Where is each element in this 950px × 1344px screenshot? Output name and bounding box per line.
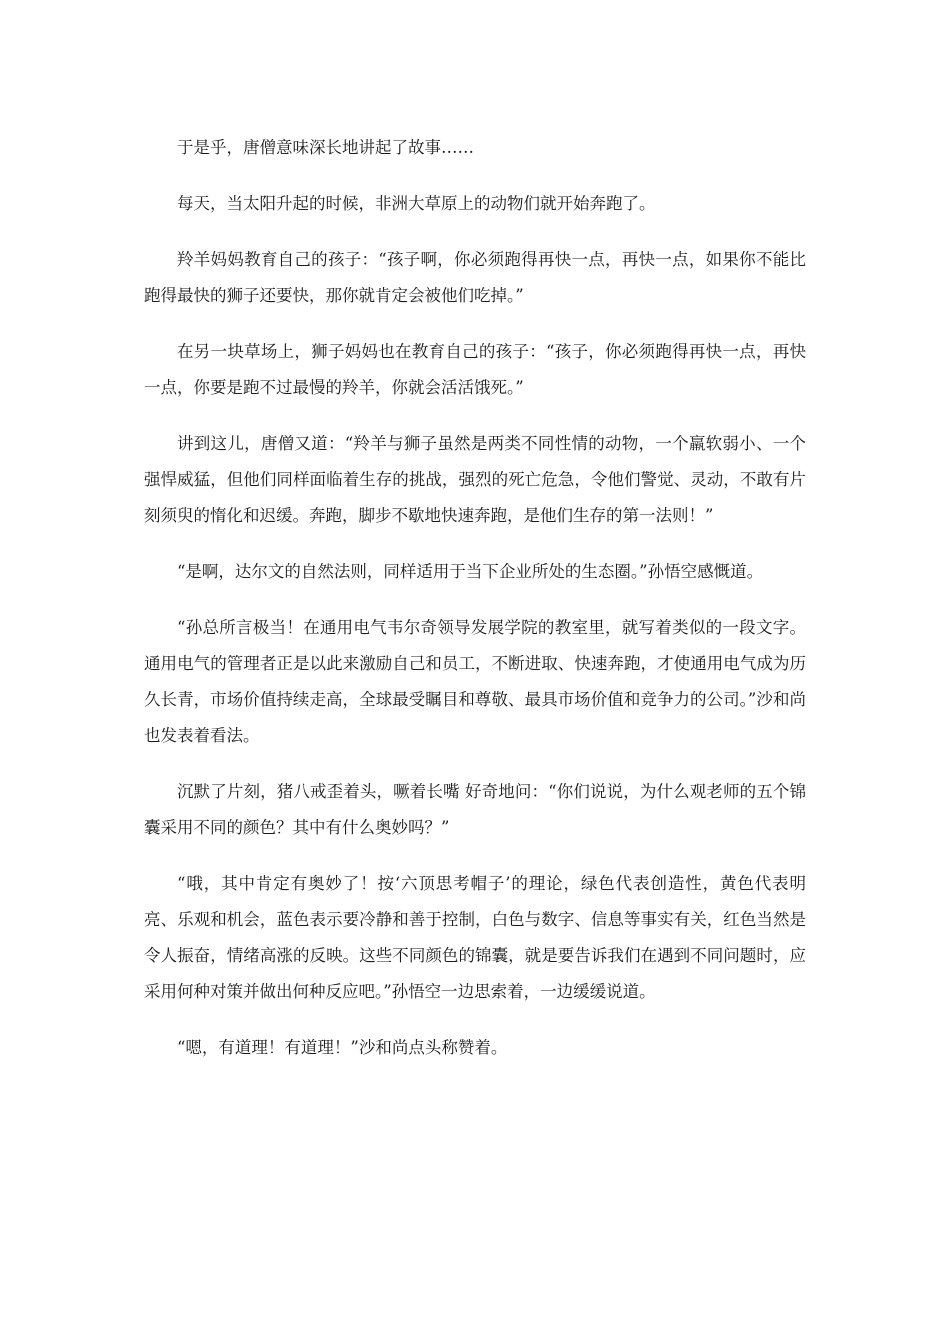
paragraph-6: “是啊，达尔文的自然法则，同样适用于当下企业所处的生态圈。”孙悟空感慨道。: [177, 562, 764, 581]
paragraph-9: “哦，其中肯定有奥妙了！按‘六顶思考帽子’的理论，绿色代表创造性，黄色代表明亮、乐观和机会，蓝色表示要冷静和善于控制，白色与数字、信息等事实有关，红色当然是令人振奋，情绪高涨的反映。这些不同颜色的锦囊，就是要告诉我们在遇到不同问题时，应采用何种对策并做出何种反应吧。”孙悟空一边思索着，一边缓缓说道。: [144, 874, 806, 1001]
paragraph-10: “嗯，有道理！有道理！”沙和尚点头称赞着。: [177, 1038, 508, 1057]
paragraph-2: 每天，当太阳升起的时候，非洲大草原上的动物们就开始奔跑了。: [177, 194, 656, 213]
paragraph-5: 讲到这儿，唐僧又道：“羚羊与狮子虽然是两类不同性情的动物，一个羸软弱小、一个强悍威猛，但他们同样面临着生存的挑战，强烈的死亡危急，令他们警觉、灵动，不敢有片刻须臾的惰化和迟缓。奔跑，脚步不歇地快速奔跑，是他们生存的第一法则！”: [144, 434, 806, 525]
document-page: [144, 130, 806, 1086]
paragraph-8: 沉默了片刻，猪八戒歪着头，噘着长嘴 好奇地问：“你们说说，为什么观老师的五个锦囊采用不同的颜色？其中有什么奥妙吗？”: [144, 782, 806, 837]
paragraph-3: 羚羊妈妈教育自己的孩子：“孩子啊，你必须跑得再快一点，再快一点，如果你不能比跑得最快的狮子还要快，那你就肯定会被他们吃掉。”: [144, 250, 806, 305]
paragraph-1: 于是乎，唐僧意味深长地讲起了故事……: [177, 138, 474, 157]
paragraph-7: “孙总所言极当！在通用电气韦尔奇领导发展学院的教室里，就写着类似的一段文字。通用电气的管理者正是以此来激励自己和员工，不断进取、快速奔跑，才使通用电气成为历久长青，市场价值持续走高，全球最受瞩目和尊敬、最具市场价值和竞争力的公司。”沙和尚也发表着看法。: [144, 618, 806, 745]
paragraph-4: 在另一块草场上，狮子妈妈也在教育自己的孩子：“孩子，你必须跑得再快一点，再快一点，你要是跑不过最慢的羚羊，你就会活活饿死。”: [144, 342, 806, 397]
